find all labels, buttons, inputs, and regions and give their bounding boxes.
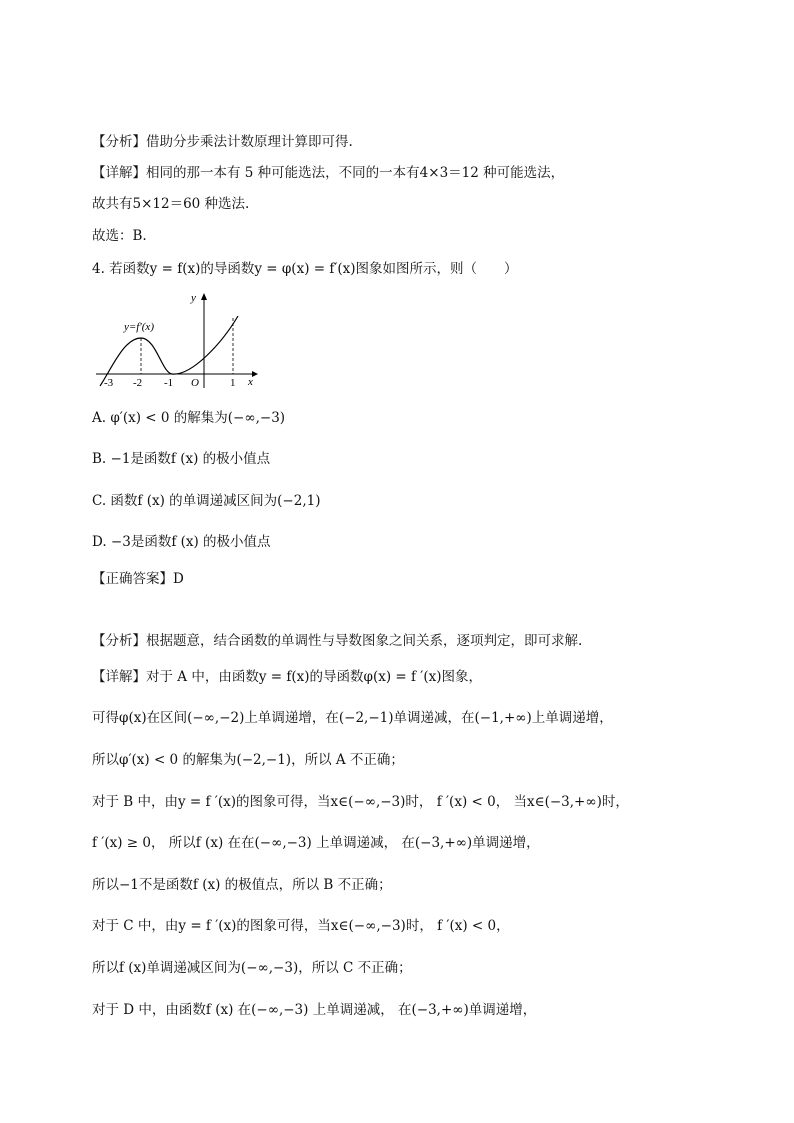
detail-c-2: 所以f (x)单调递减区间为(−∞,−3)，所以 C 不正确；	[92, 960, 412, 976]
origin-label: O	[191, 377, 199, 389]
detail-1: 【详解】相同的那一本有 5 种可能选法，不同的一本有4×3＝12 种可能选法，	[92, 165, 565, 181]
analysis-1: 【分析】借助分步乘法计数原理计算即可得.	[92, 134, 353, 150]
question-4: 4. 若函数y = f(x)的导函数y = φ(x) = f′(x)图象如图所示，则（ ）	[92, 261, 518, 277]
correct-answer: 【正确答案】D	[92, 571, 184, 587]
detail-d-1: 对于 D 中，由函数f (x) 在(−∞,−3) 上单调递减， 在(−3,+∞)单调递增，	[92, 1002, 537, 1018]
option-b: B. −1是函数f (x) 的极小值点	[92, 451, 271, 467]
analysis-2: 【分析】根据题意，结合函数的单调性与导数图象之间关系，逐项判定，即可求解.	[92, 633, 583, 649]
tick-label-neg1: -1	[164, 377, 174, 389]
detail-b-3: 所以−1不是函数f (x) 的极值点，所以 B 不正确；	[92, 877, 392, 893]
curve	[100, 316, 238, 386]
detail-a-1: 【详解】对于 A 中，由函数y = f(x)的导函数φ(x) = f ′(x)图象，	[92, 669, 482, 685]
y-axis-arrow-icon	[201, 293, 207, 300]
detail-c-1: 对于 C 中，由y = f ′(x)的图象可得，当x∈(−∞,−3)时， f ′(x) < 0，	[92, 918, 510, 934]
answer-prev: 故选：B.	[92, 228, 147, 244]
tick-label-1: 1	[230, 377, 236, 389]
detail-a-3: 所以φ′(x) < 0 的解集为(−2,−1)，所以 A 不正确；	[92, 752, 404, 768]
tick-label-neg2: -2	[133, 377, 143, 389]
option-a: A. φ′(x) < 0 的解集为(−∞,−3)	[92, 410, 286, 426]
option-d: D. −3是函数f (x) 的极小值点	[92, 534, 271, 550]
detail-a-2: 可得φ(x)在区间(−∞,−2)上单调递增，在(−2,−1)单调递减，在(−1,+∞)上单调递增，	[92, 710, 613, 726]
y-axis-label: y	[191, 292, 196, 304]
x-axis-label: x	[248, 376, 253, 388]
x-axis-arrow-icon	[252, 371, 258, 377]
tick-label-neg3: -3	[104, 377, 114, 389]
detail-2: 故共有5×12＝60 种选法.	[92, 196, 250, 212]
curve-label: y=f′(x)	[124, 321, 154, 333]
detail-b-1: 对于 B 中，由y = f ′(x)的图象可得，当x∈(−∞,−3)时， f ′(x) < 0， 当x∈(−3,+∞)时，	[92, 794, 629, 810]
derivative-graph	[92, 288, 262, 390]
option-c: C. 函数f (x) 的单调递减区间为(−2,1)	[92, 493, 321, 509]
detail-b-2: f ′(x) ≥ 0， 所以f (x) 在在(−∞,−3) 上单调递减， 在(−3,+∞)单调递增，	[92, 835, 540, 851]
